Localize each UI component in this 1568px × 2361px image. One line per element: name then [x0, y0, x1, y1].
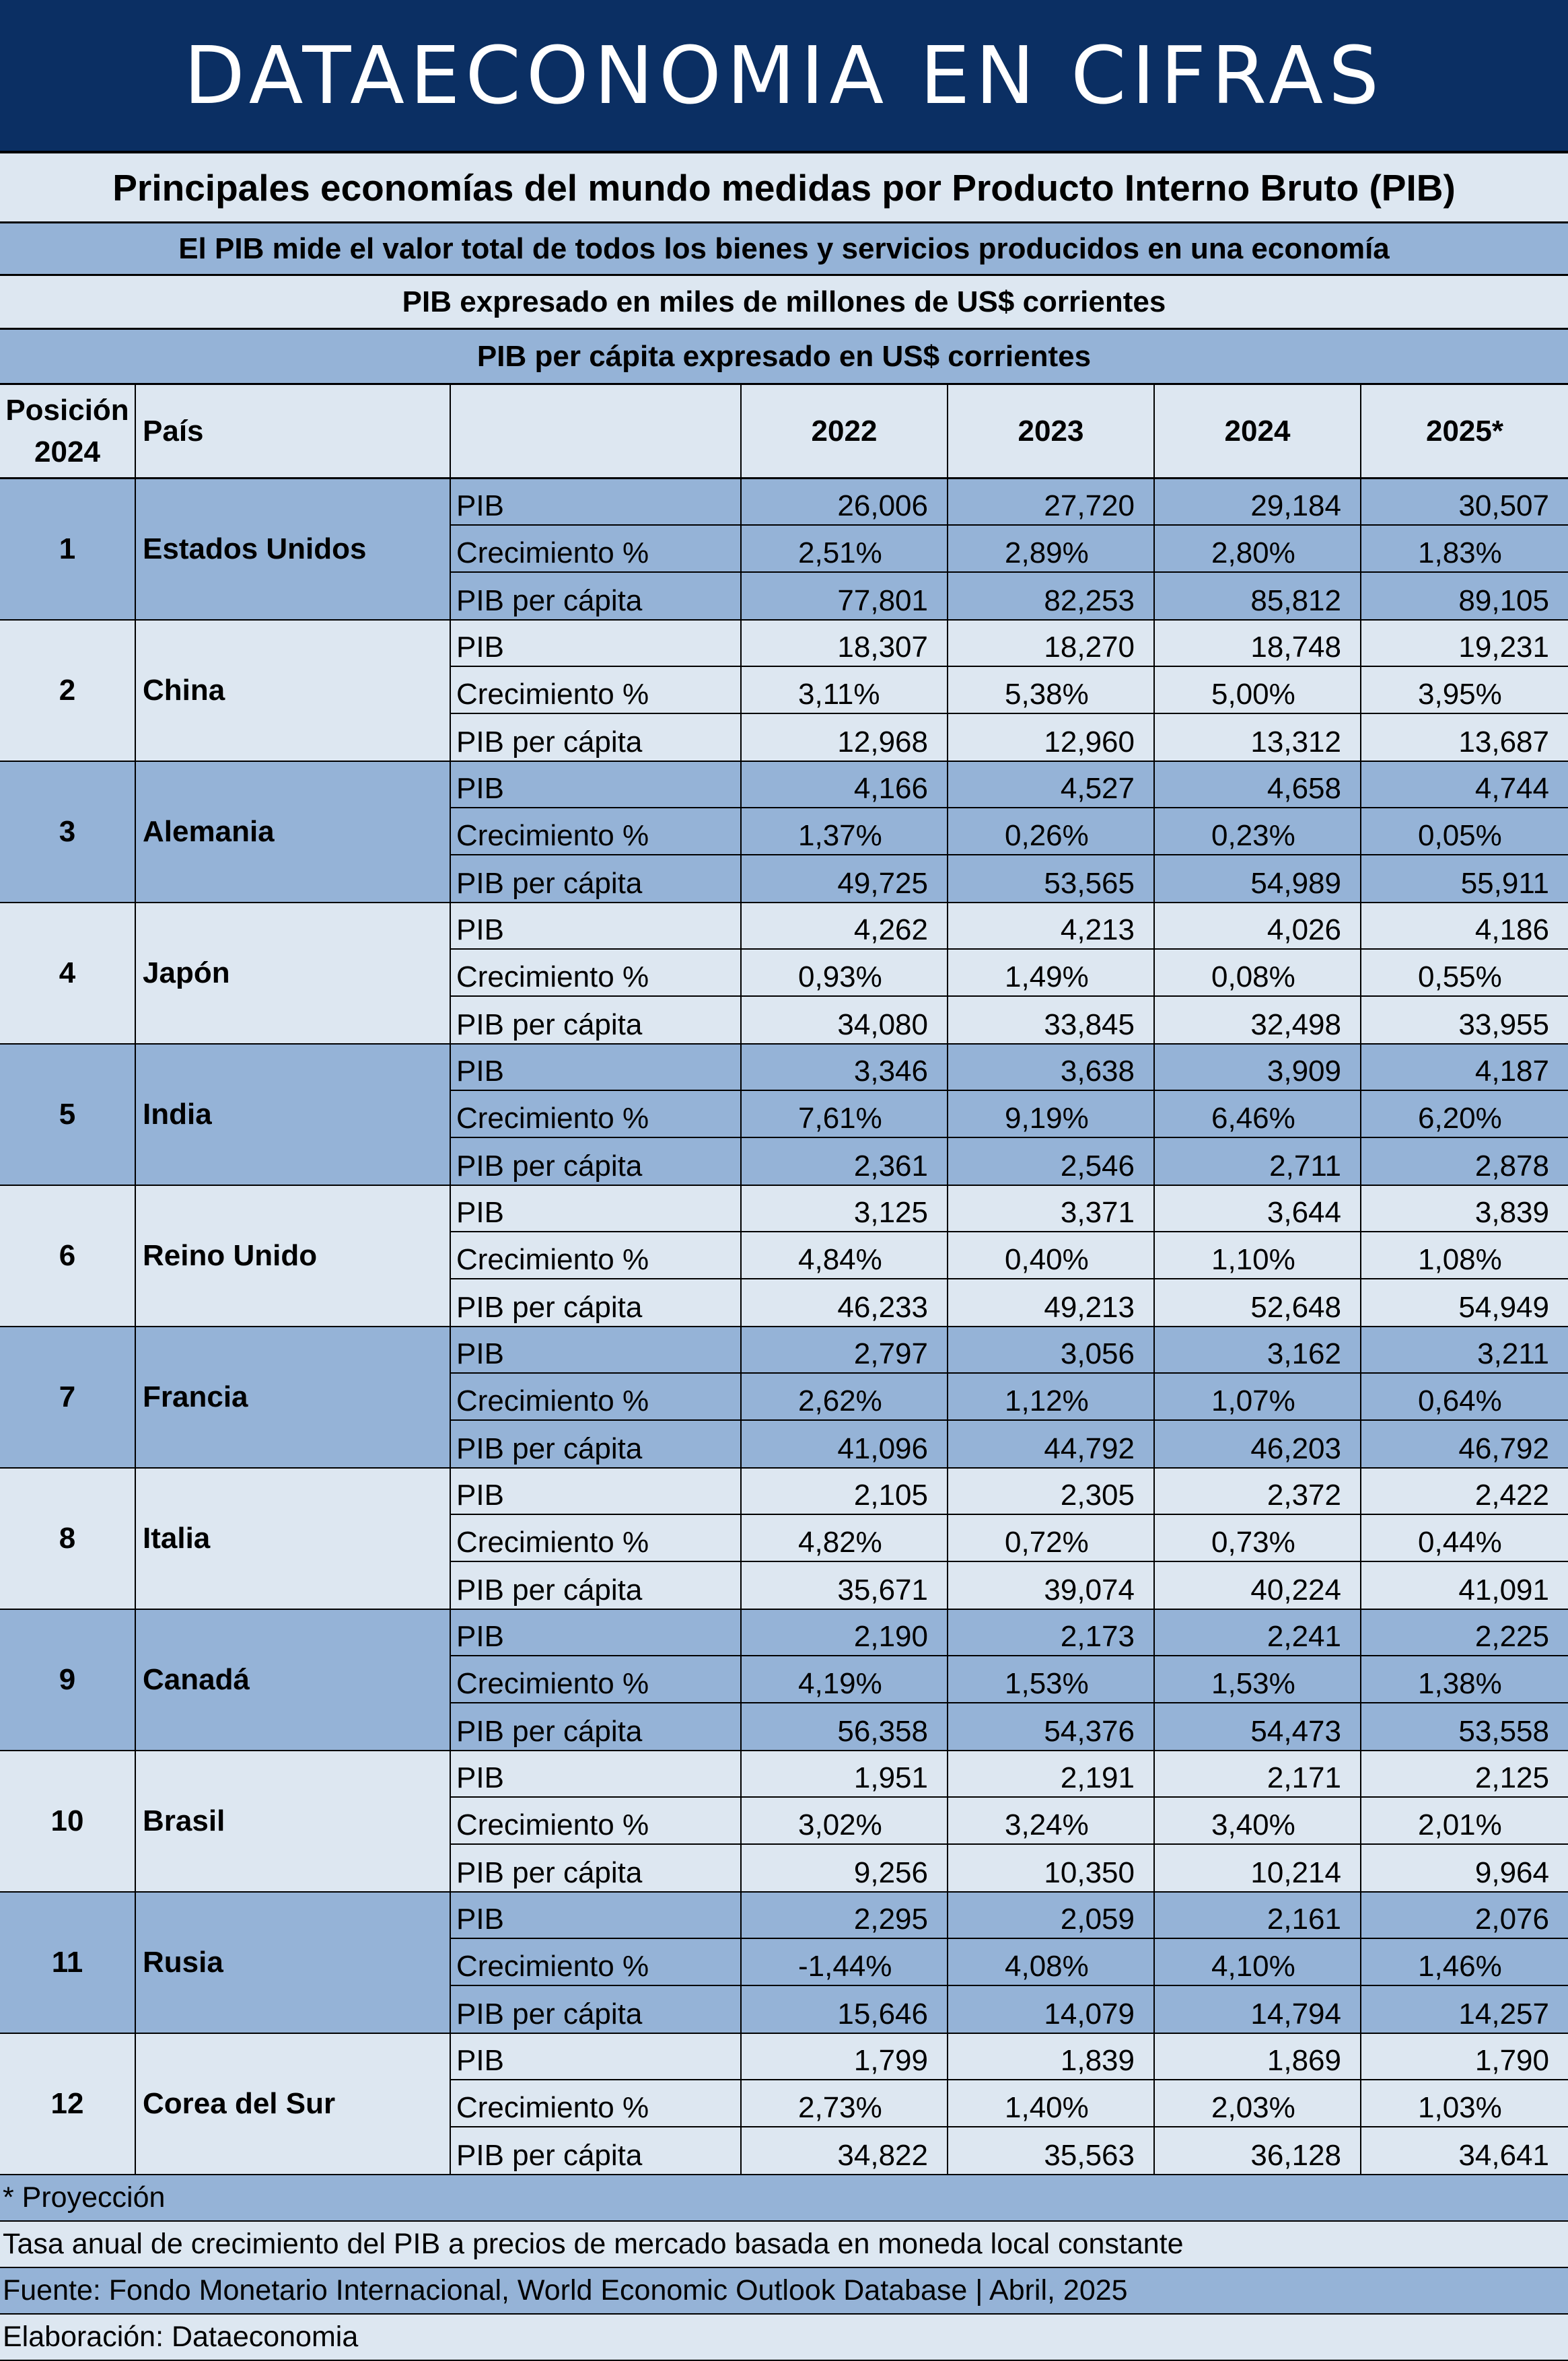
metric-value: 3,909: [1155, 1045, 1361, 1090]
metric-value: 2,80%: [1155, 526, 1361, 571]
metric-value: 1,53%: [948, 1656, 1155, 1701]
metric-row: [451, 1845, 1568, 1891]
metric-row: [451, 1421, 1568, 1467]
metric-label: PIB per cápita: [451, 855, 742, 902]
metric-value: 34,822: [742, 2127, 948, 2174]
metric-value: 49,725: [742, 855, 948, 902]
metric-value: 0,08%: [1155, 950, 1361, 995]
metric-label: PIB per cápita: [451, 1845, 742, 1891]
metric-value: 52,648: [1155, 1279, 1361, 1326]
subtitle-definition: El PIB mide el valor total de todos los bienes y servicios producidos en una economía: [0, 223, 1568, 276]
metric-value: 1,40%: [948, 2080, 1155, 2125]
metric-value: 3,644: [1155, 1186, 1361, 1231]
country-metrics: [451, 1186, 1568, 1326]
metric-label: PIB: [451, 1045, 742, 1090]
country-row: [0, 621, 1568, 762]
metric-row: [451, 855, 1568, 902]
country-rank: 5: [0, 1045, 136, 1185]
header-year: 2025*: [1425, 414, 1503, 448]
metric-row: [451, 1515, 1568, 1561]
metric-value: 2,173: [948, 1610, 1155, 1655]
metric-row: [451, 1186, 1568, 1232]
country-metrics: [451, 1327, 1568, 1467]
metric-value: 4,658: [1155, 762, 1361, 807]
metric-row: [451, 479, 1568, 526]
metric-value: 2,059: [948, 1893, 1155, 1938]
metric-value: 56,358: [742, 1703, 948, 1750]
metric-value: 14,794: [1155, 1986, 1361, 2033]
metric-value: 6,20%: [1418, 1101, 1502, 1135]
metric-value: 13,687: [1458, 726, 1549, 759]
country-rank: 1: [0, 479, 136, 619]
metric-value: 3,056: [948, 1327, 1155, 1372]
metric-value: 4,82%: [742, 1515, 948, 1560]
footnote-growth: Tasa anual de crecimiento del PIB a precios de mercado basada en moneda local constante: [0, 2222, 1568, 2268]
subtitle-gdp-units: PIB expresado en miles de millones de US$ corrientes: [0, 276, 1568, 330]
metric-value: 4,19%: [742, 1656, 948, 1701]
metric-label: PIB: [451, 1751, 742, 1796]
metric-row: [451, 2080, 1568, 2127]
metric-row: [451, 526, 1568, 572]
metric-value: 0,64%: [1418, 1384, 1502, 1417]
metric-value: 2,305: [948, 1469, 1155, 1514]
metric-value: 10,350: [948, 1845, 1155, 1891]
country-metrics: [451, 762, 1568, 902]
metric-label: PIB: [451, 1893, 742, 1938]
metric-value: 19,231: [1458, 631, 1549, 664]
country-name: Reino Unido: [136, 1186, 451, 1326]
metric-value: 2,161: [1155, 1893, 1361, 1938]
metric-value: 0,72%: [948, 1515, 1155, 1560]
metric-value: 82,253: [948, 573, 1155, 619]
metric-label: PIB: [451, 2034, 742, 2079]
country-name: Brasil: [136, 1751, 451, 1891]
metric-row: [451, 1045, 1568, 1091]
metric-value: 1,951: [742, 1751, 948, 1796]
metric-value: 12,968: [742, 714, 948, 761]
metric-label: PIB per cápita: [451, 997, 742, 1043]
metric-value: 2,171: [1155, 1751, 1361, 1796]
metric-row: [451, 1798, 1568, 1844]
metric-value: 2,878: [1474, 1150, 1549, 1183]
metric-value: 4,08%: [948, 1939, 1155, 1984]
metric-value: 2,295: [742, 1893, 948, 1938]
country-row: [0, 1893, 1568, 2034]
metric-value: 4,187: [1474, 1055, 1549, 1088]
metric-label: Crecimiento %: [451, 1232, 742, 1277]
country-name: China: [136, 621, 451, 761]
metric-value: 4,527: [948, 762, 1155, 807]
metric-value: 0,40%: [948, 1232, 1155, 1277]
metric-value: 1,37%: [742, 808, 948, 853]
country-metrics: [451, 1893, 1568, 2033]
metric-value: 2,03%: [1155, 2080, 1361, 2125]
country-rank: 3: [0, 762, 136, 902]
metric-value: 3,162: [1155, 1327, 1361, 1372]
metric-value: 40,224: [1155, 1562, 1361, 1609]
metric-value: 1,12%: [948, 1374, 1155, 1419]
metric-value: 6,46%: [1155, 1091, 1361, 1136]
metric-value: 4,10%: [1155, 1939, 1361, 1984]
metric-value: 2,191: [948, 1751, 1155, 1796]
metric-value: 0,05%: [1418, 818, 1502, 852]
metric-value: 49,213: [948, 1279, 1155, 1326]
country-row: [0, 903, 1568, 1045]
metric-label: Crecimiento %: [451, 1091, 742, 1136]
metric-value: 9,256: [742, 1845, 948, 1891]
metric-value: 41,091: [1458, 1574, 1549, 1607]
country-rank: 11: [0, 1893, 136, 2033]
country-metrics: [451, 903, 1568, 1043]
metric-value: 2,105: [742, 1469, 948, 1514]
metric-value: 54,949: [1458, 1291, 1549, 1325]
metric-value: 2,711: [1155, 1138, 1361, 1185]
metric-value: 41,096: [742, 1421, 948, 1467]
metric-row: [451, 1374, 1568, 1420]
country-rank: 9: [0, 1610, 136, 1750]
metric-value: 1,07%: [1155, 1374, 1361, 1419]
metric-value: 2,797: [742, 1327, 948, 1372]
metric-value: 3,11%: [742, 667, 948, 712]
metric-label: PIB: [451, 1610, 742, 1655]
metric-value: 34,080: [742, 997, 948, 1043]
metric-value: 4,186: [1474, 913, 1549, 947]
metric-label: PIB: [451, 903, 742, 948]
metric-value: 53,558: [1458, 1715, 1549, 1749]
metric-row: [451, 762, 1568, 808]
country-rank: 4: [0, 903, 136, 1043]
metric-value: 0,23%: [1155, 808, 1361, 853]
metric-value: 5,38%: [948, 667, 1155, 712]
country-row: [0, 1610, 1568, 1751]
metric-value: 4,026: [1155, 903, 1361, 948]
metric-value: 2,422: [1474, 1479, 1549, 1512]
country-name: Corea del Sur: [136, 2034, 451, 2174]
metric-value: 4,744: [1474, 772, 1549, 806]
metric-value: 27,720: [948, 479, 1155, 524]
metric-row: [451, 714, 1568, 761]
metric-label: Crecimiento %: [451, 1939, 742, 1984]
metric-value: 14,257: [1458, 1998, 1549, 2031]
metric-row: [451, 1279, 1568, 1326]
metric-value: 3,40%: [1155, 1798, 1361, 1843]
header-metric: [451, 385, 742, 477]
metric-value: 2,241: [1155, 1610, 1361, 1655]
metric-row: [451, 2127, 1568, 2174]
metric-label: Crecimiento %: [451, 2080, 742, 2125]
metric-value: 3,02%: [742, 1798, 948, 1843]
metric-value: 1,38%: [1418, 1666, 1502, 1700]
metric-value: 26,006: [742, 479, 948, 524]
metric-value: 32,498: [1155, 997, 1361, 1043]
metric-label: PIB per cápita: [451, 573, 742, 619]
metric-value: 54,989: [1155, 855, 1361, 902]
metric-value: 2,01%: [1418, 1808, 1502, 1841]
header-position: Posición 2024: [0, 385, 136, 477]
metric-value: 1,08%: [1418, 1242, 1502, 1276]
metric-value: 2,372: [1155, 1469, 1361, 1514]
metric-value: 4,262: [742, 903, 948, 948]
header-year: 2024: [1155, 385, 1361, 477]
metric-row: [451, 2034, 1568, 2080]
metric-value: -1,44%: [742, 1939, 948, 1984]
metric-value: 55,911: [1460, 867, 1549, 901]
country-name: Japón: [136, 903, 451, 1043]
gdp-table: [0, 385, 1568, 2175]
metric-value: 3,638: [948, 1045, 1155, 1090]
country-name: Estados Unidos: [136, 479, 451, 619]
metric-value: 2,361: [742, 1138, 948, 1185]
metric-label: PIB per cápita: [451, 2127, 742, 2174]
metric-value: 33,955: [1458, 1008, 1549, 1042]
metric-row: [451, 1751, 1568, 1798]
metric-value: 5,00%: [1155, 667, 1361, 712]
metric-label: PIB per cápita: [451, 714, 742, 761]
header-country: País: [136, 385, 451, 477]
metric-value: 18,748: [1155, 621, 1361, 666]
metric-value: 36,128: [1155, 2127, 1361, 2174]
metric-value: 12,960: [948, 714, 1155, 761]
metric-value: 3,211: [1477, 1337, 1549, 1371]
country-metrics: [451, 621, 1568, 761]
metric-label: PIB per cápita: [451, 1986, 742, 2033]
country-row: [0, 1327, 1568, 1469]
metric-value: 2,73%: [742, 2080, 948, 2125]
metric-label: PIB per cápita: [451, 1279, 742, 1326]
metric-value: 2,076: [1474, 1903, 1549, 1936]
metric-value: 85,812: [1155, 573, 1361, 619]
metric-label: PIB: [451, 1469, 742, 1514]
metric-value: 3,95%: [1418, 677, 1502, 711]
metric-value: 2,51%: [742, 526, 948, 571]
country-name: Rusia: [136, 1893, 451, 2033]
metric-value: 4,213: [948, 903, 1155, 948]
country-metrics: [451, 1610, 1568, 1750]
metric-row: [451, 903, 1568, 950]
banner-title: DATAECONOMIA EN CIFRAS: [0, 0, 1568, 153]
metric-value: 3,346: [742, 1045, 948, 1090]
metric-value: 53,565: [948, 855, 1155, 902]
country-row: [0, 479, 1568, 621]
metric-value: 1,83%: [1418, 536, 1502, 569]
metric-value: 7,61%: [742, 1091, 948, 1136]
metric-label: Crecimiento %: [451, 1656, 742, 1701]
metric-value: 18,270: [948, 621, 1155, 666]
metric-value: 1,53%: [1155, 1656, 1361, 1701]
country-rank: 7: [0, 1327, 136, 1467]
metric-row: [451, 1656, 1568, 1703]
metric-value: 3,371: [948, 1186, 1155, 1231]
metric-value: 46,792: [1458, 1432, 1549, 1466]
country-metrics: [451, 1751, 1568, 1891]
metric-value: 30,507: [1458, 489, 1549, 523]
metric-row: [451, 950, 1568, 996]
country-rank: 2: [0, 621, 136, 761]
metric-label: Crecimiento %: [451, 808, 742, 853]
country-name: Italia: [136, 1469, 451, 1609]
metric-label: PIB per cápita: [451, 1138, 742, 1185]
metric-value: 29,184: [1155, 479, 1361, 524]
metric-value: 0,26%: [948, 808, 1155, 853]
metric-value: 4,166: [742, 762, 948, 807]
metric-row: [451, 1610, 1568, 1656]
metric-value: 35,671: [742, 1562, 948, 1609]
metric-value: 89,105: [1458, 584, 1549, 618]
country-row: [0, 762, 1568, 903]
metric-label: PIB: [451, 762, 742, 807]
country-row: [0, 1186, 1568, 1327]
country-name: Canadá: [136, 1610, 451, 1750]
metric-value: 34,641: [1458, 2139, 1549, 2173]
metric-row: [451, 1469, 1568, 1515]
country-row: [0, 1751, 1568, 1893]
country-metrics: [451, 1469, 1568, 1609]
metric-row: [451, 997, 1568, 1043]
metric-label: PIB: [451, 1327, 742, 1372]
metric-row: [451, 1703, 1568, 1750]
metric-label: PIB: [451, 1186, 742, 1231]
metric-label: Crecimiento %: [451, 950, 742, 995]
metric-value: 9,964: [1474, 1856, 1549, 1890]
country-name: Francia: [136, 1327, 451, 1467]
metric-value: 33,845: [948, 997, 1155, 1043]
country-rank: 8: [0, 1469, 136, 1609]
metric-label: Crecimiento %: [451, 1798, 742, 1843]
metric-value: 1,839: [948, 2034, 1155, 2079]
metric-value: 1,03%: [1418, 2090, 1502, 2124]
metric-value: 1,799: [742, 2034, 948, 2079]
metric-value: 54,473: [1155, 1703, 1361, 1750]
footnote-source: Fuente: Fondo Monetario Internacional, World Economic Outlook Database | Abril, 2025: [0, 2268, 1568, 2315]
footnote-projection: * Proyección: [0, 2175, 1568, 2222]
page-title: Principales economías del mundo medidas por Producto Interno Bruto (PIB): [0, 153, 1568, 223]
metric-row: [451, 1327, 1568, 1374]
subtitle-per-capita-units: PIB per cápita expresado en US$ corrientes: [0, 330, 1568, 385]
metric-value: 54,376: [948, 1703, 1155, 1750]
metric-value: 1,46%: [1418, 1949, 1502, 1983]
metric-value: 13,312: [1155, 714, 1361, 761]
metric-value: 1,790: [1474, 2044, 1549, 2078]
country-name: Alemania: [136, 762, 451, 902]
metric-value: 2,546: [948, 1138, 1155, 1185]
metric-label: PIB: [451, 479, 742, 524]
metric-label: Crecimiento %: [451, 1374, 742, 1419]
country-rank: 6: [0, 1186, 136, 1326]
country-rank: 10: [0, 1751, 136, 1891]
metric-label: PIB per cápita: [451, 1703, 742, 1750]
metric-row: [451, 1939, 1568, 1985]
metric-value: 39,074: [948, 1562, 1155, 1609]
metric-label: PIB: [451, 621, 742, 666]
metric-value: 15,646: [742, 1986, 948, 2033]
country-row: [0, 1045, 1568, 1186]
country-metrics: [451, 479, 1568, 619]
metric-row: [451, 1893, 1568, 1939]
metric-label: Crecimiento %: [451, 1515, 742, 1560]
metric-value: 14,079: [948, 1986, 1155, 2033]
metric-row: [451, 667, 1568, 713]
country-row: [0, 2034, 1568, 2175]
metric-label: Crecimiento %: [451, 526, 742, 571]
metric-value: 0,55%: [1418, 960, 1502, 993]
metric-label: Crecimiento %: [451, 667, 742, 712]
metric-value: 2,89%: [948, 526, 1155, 571]
country-row: [0, 1469, 1568, 1610]
metric-value: 3,24%: [948, 1798, 1155, 1843]
country-metrics: [451, 1045, 1568, 1185]
metric-value: 35,563: [948, 2127, 1155, 2174]
footnote-credit: Elaboración: Dataeconomia: [0, 2315, 1568, 2361]
metric-value: 2,62%: [742, 1374, 948, 1419]
metric-value: 9,19%: [948, 1091, 1155, 1136]
metric-row: [451, 1562, 1568, 1609]
table-header-row: [0, 385, 1568, 479]
metric-row: [451, 1232, 1568, 1279]
metric-value: 46,233: [742, 1279, 948, 1326]
metric-value: 3,125: [742, 1186, 948, 1231]
table-body: [0, 479, 1568, 2175]
metric-label: PIB per cápita: [451, 1421, 742, 1467]
metric-value: 77,801: [742, 573, 948, 619]
metric-value: 46,203: [1155, 1421, 1361, 1467]
metric-value: 0,73%: [1155, 1515, 1361, 1560]
metric-value: 18,307: [742, 621, 948, 666]
metric-row: [451, 1138, 1568, 1185]
metric-value: 0,93%: [742, 950, 948, 995]
country-rank: 12: [0, 2034, 136, 2174]
metric-row: [451, 573, 1568, 619]
metric-row: [451, 621, 1568, 667]
metric-row: [451, 1986, 1568, 2033]
metric-value: 1,10%: [1155, 1232, 1361, 1277]
metric-value: 2,125: [1474, 1761, 1549, 1795]
header-year: 2022: [742, 385, 948, 477]
metric-row: [451, 1091, 1568, 1137]
country-metrics: [451, 2034, 1568, 2174]
metric-value: 3,839: [1474, 1196, 1549, 1230]
metric-row: [451, 808, 1568, 855]
metric-value: 1,49%: [948, 950, 1155, 995]
metric-value: 10,214: [1155, 1845, 1361, 1891]
metric-value: 2,225: [1474, 1620, 1549, 1654]
metric-value: 2,190: [742, 1610, 948, 1655]
metric-value: 4,84%: [742, 1232, 948, 1277]
metric-value: 44,792: [948, 1421, 1155, 1467]
metric-value: 0,44%: [1418, 1525, 1502, 1559]
country-name: India: [136, 1045, 451, 1185]
metric-value: 1,869: [1155, 2034, 1361, 2079]
header-year: 2023: [948, 385, 1155, 477]
metric-label: PIB per cápita: [451, 1562, 742, 1609]
